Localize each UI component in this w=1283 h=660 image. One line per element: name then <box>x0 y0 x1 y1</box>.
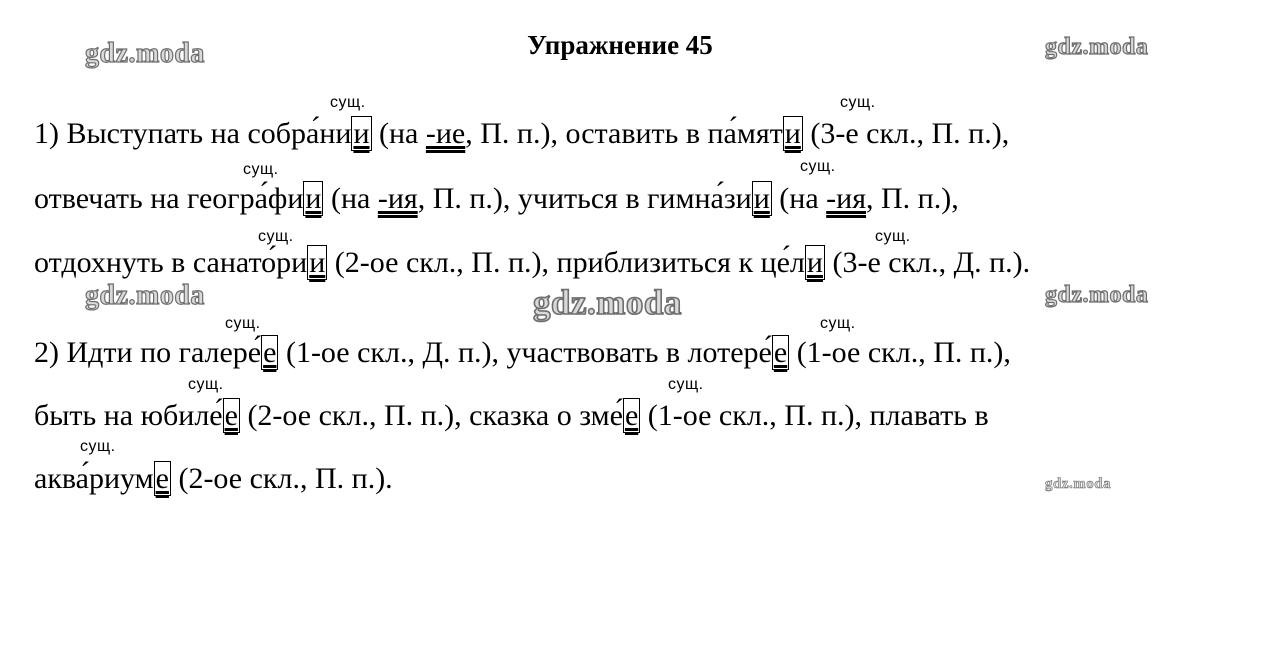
text-fragment: (на <box>323 182 378 215</box>
text-fragment: 1) Выступать на собра́ни <box>34 117 352 150</box>
text-fragment: (2-ое скл., П. п.). <box>170 462 393 495</box>
text-fragment: (3-е скл., П. п.), <box>802 117 1010 150</box>
pos-label: сущ. <box>820 315 856 332</box>
pos-label: сущ. <box>188 376 224 393</box>
exercise-title: Упражнение 45 <box>527 30 713 60</box>
watermark: gdz.moda <box>85 38 205 69</box>
pos-label: сущ. <box>225 315 261 332</box>
exercise-line-3 <box>34 245 1030 281</box>
watermark: gdz.moda <box>1045 282 1149 308</box>
ending-box: е <box>773 336 788 369</box>
exercise-line-1 <box>34 116 1009 152</box>
exercise-line-4 <box>34 335 1011 371</box>
ending-box: и <box>806 246 823 279</box>
exercise-line-5 <box>34 398 989 434</box>
exercise-line-6 <box>34 461 393 497</box>
pos-label: сущ. <box>800 158 836 175</box>
watermark: gdz.moda <box>1045 34 1149 60</box>
pos-label: сущ. <box>668 376 704 393</box>
pos-label: сущ. <box>258 228 294 245</box>
exercise-line-2 <box>34 181 959 217</box>
pos-label: сущ. <box>80 438 116 455</box>
watermark: gdz.moda <box>1045 476 1112 492</box>
text-fragment: (2-ое скл., П. п.), сказка о зме́ <box>239 399 623 432</box>
text-fragment: быть на юбиле́ <box>34 399 223 432</box>
pos-label: сущ. <box>330 94 366 111</box>
suffix-underlined: -ия <box>826 182 867 215</box>
text-fragment: отдохнуть в санато́ри <box>34 246 308 279</box>
text-fragment: (1-ое скл., П. п.), плавать в <box>640 399 989 432</box>
ending-box: и <box>784 117 801 150</box>
text-fragment: (на <box>771 182 827 215</box>
text-fragment: (на <box>371 117 426 150</box>
suffix-underlined: -ия <box>377 182 418 215</box>
ending-box: е <box>263 336 277 369</box>
text-fragment: (1-ое скл., П. п.), <box>789 336 1011 369</box>
text-fragment: аква́риум <box>34 462 154 495</box>
text-fragment: (3-е скл., Д. п.). <box>824 246 1031 279</box>
text-fragment: (2-ое скл., П. п.), приблизиться к це́л <box>327 246 805 279</box>
ending-box: и <box>305 182 322 215</box>
ending-box: и <box>753 182 770 215</box>
pos-label: сущ. <box>840 94 876 111</box>
ending-box: и <box>309 246 326 279</box>
text-fragment: , П. п.), оставить в па́мят <box>465 117 783 150</box>
text-fragment: (1-ое скл., Д. п.), участвовать в лотере́ <box>278 336 772 369</box>
ending-box: е <box>224 399 238 432</box>
text-fragment: отвечать на геогра́фи <box>34 182 304 215</box>
pos-label: сущ. <box>875 228 911 245</box>
watermark: gdz.moda <box>533 283 682 322</box>
ending-box: е <box>155 462 169 495</box>
ending-box: и <box>353 117 370 150</box>
watermark: gdz.moda <box>85 280 205 311</box>
ending-box: е <box>624 399 639 432</box>
suffix-underlined: -ие <box>425 117 466 150</box>
pos-label: сущ. <box>243 161 279 178</box>
text-fragment: 2) Идти по галере́ <box>34 336 262 369</box>
text-fragment: , П. п.), учиться в гимна́зи <box>417 182 752 215</box>
text-fragment: , П. п.), <box>866 182 959 215</box>
